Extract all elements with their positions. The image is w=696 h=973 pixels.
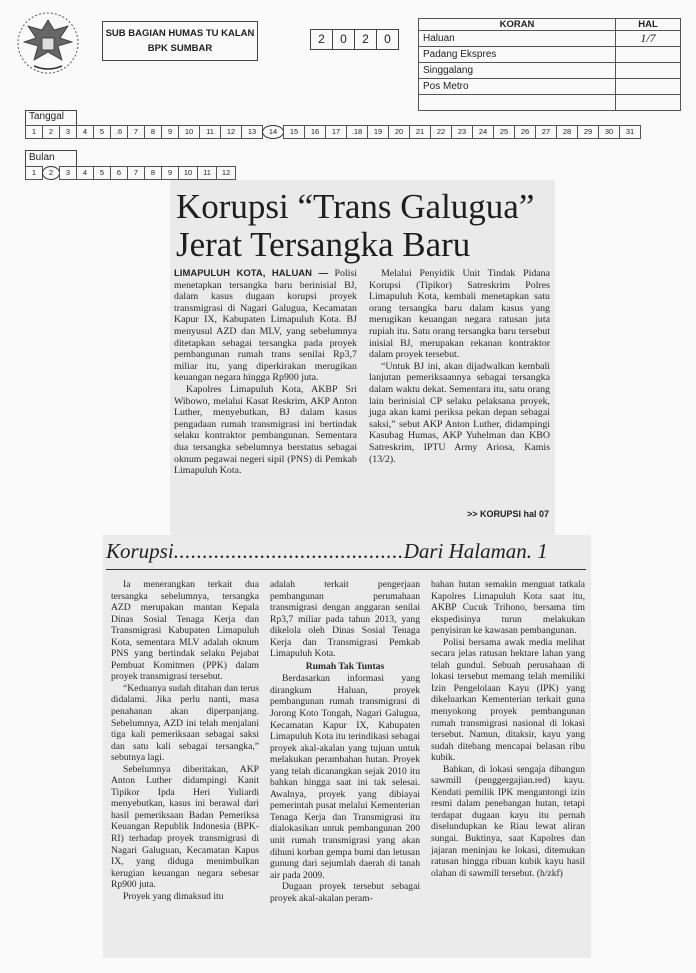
bulan-cell: 1	[25, 166, 43, 180]
tanggal-cell: 17	[325, 125, 347, 139]
bulan-cell: 3	[59, 166, 77, 180]
paragraph: “Keduanya sudah ditahan dan terus didalami. Jika perlu nanti, masa penahanan akan diperpanjang. Sebelumnya, AZD ini telah menjalani tiga kali pemeriksaan sebagai saksi dan satu kali sebagai tersangka,” sebutnya lagi.	[111, 682, 259, 764]
tanggal-cell: 9	[161, 125, 179, 139]
headline-line-2: Jerat Tersangka Baru	[176, 225, 471, 264]
page-number: 1/7	[616, 31, 681, 47]
paragraph: Berdasarkan informasi yang dirangkum Haluan, proyek pembangunan rumah transmigrasi di Jorong Koto Tongah, Nagari Galugua, Kecamatan Kapur IX, Kabupaten Limapuluh Kota itu terindikasi sebagai proyek akal-akalan yang tujuan untuk melakukan perambahan hutan. Proyek yang telah dicanangkan sejak 2010 itu bahkan hingga saat ini tak selesai. Awalnya, proyek yang dibiayai pemerintah pusat melalui Kementerian Tenaga Kerja dan Transmigrasi itu dialokasikan untuk pembangunan 200 unit rumah transmigrasi yang akan dihuni korban gempa bumi dan letusan gunung dari sejumlah daerah di tanah air pada 2009.	[270, 673, 420, 881]
tanggal-cell: 25	[493, 125, 515, 139]
bulan-cell: 11	[197, 166, 217, 180]
year-digit: 0	[376, 29, 399, 50]
banner-right: Dari Halaman. 1	[403, 539, 548, 563]
tanggal-cell: 5	[93, 125, 111, 139]
tanggal-cell: 8	[144, 125, 162, 139]
paragraph: Kapolres Limapuluh Kota, AKBP Sri Wibowo, melalui Kasat Reskrim, AKP Anton Luther, menyebutkan, BJ dalam kasus pengadaan rumah transmigrasi ini bertindak selaku kontraktor pembangunan. Sementara dua tersangka sebelumnya berstatus sebagai oknum pegawai negeri sipil (PNS) di Pemkab Limapuluh Kota.	[174, 383, 357, 477]
paragraph: Polisi menetapkan tersangka baru berinisial BJ, dalam kasus dugaan korupsi proyek transmigrasi di Nagari Galugua, Kecamatan Kapur IX, Kabupaten Limapuluh Kota. BJ menyusul AZD dan MLV, yang sebelumnya ditetapkan sebagai tersangka pada proyek pembangunan rumah trans senilai Rp3,7 miliar itu, yang diperkirakan merugikan keuangan negara hingga Rp900 juta.	[174, 268, 358, 384]
newspaper-table	[418, 18, 681, 111]
paragraph: “Untuk BJ ini, akan dijadwalkan kembali lanjutan pemeriksaannya sebagai tersangka dalam waktu dekat. Sementara itu, satu orang lain berinisial CP selaku pelaksana proyek, juga akan kami periksa pekan depan sebagai saksi,” sebut AKP Anton Luther, didampingi Kasubag Humas, AKP Yuhelman dan KBO Satreskrim, IPTU Army Ariosa, Kamis (13/2).	[369, 360, 550, 465]
subheading: Rumah Tak Tuntas	[305, 660, 385, 672]
year-digit: 2	[310, 29, 333, 50]
year-digit: 2	[354, 29, 377, 50]
page-number	[616, 95, 681, 111]
tanggal-cell: 28	[556, 125, 578, 139]
continuation-clipping	[103, 535, 591, 958]
tanggal-cell: 15	[283, 125, 305, 139]
tanggal-cell: 7	[127, 125, 145, 139]
year-digit: 0	[332, 29, 355, 50]
paragraph: Polisi bersama awak media melihat secara jelas ratusan hektare lahan yang telah gundul. Sebuah perusahaan di lokasi tersebut memang telah memiliki Izin Pengelolaan Kayu (IPK) yang dikeluarkan Kementerian terkait guna menyokong proyek pembangunan rumah transmigrasi nasional di lokasi tersebut. Namun, ditaksir, kayu yang sudah ditebang mencapai belasan ribu kubik.	[431, 636, 585, 764]
tanggal-cell: 4	[76, 125, 94, 139]
tanggal-cell: 14	[262, 125, 284, 139]
tanggal-cell: 31	[619, 125, 641, 139]
bulan-cell: 10	[178, 166, 198, 180]
newspaper-name: Pos Metro	[419, 79, 616, 95]
banner-dots: ........................................	[173, 539, 404, 563]
continued-label: >> KORUPSI hal 07	[467, 509, 550, 519]
tanggal-cell: 30	[598, 125, 620, 139]
paragraph: Bahkan, di lokasi sengaja dibangun sawmill (penggergajian.red) kayu. Kendati pemilik IPK mengantongi izin resmi dalam penebangan hutan, tetapi terdapat dugaan kayu itu pernah diselundupkan ke Riau lewat aliran sungai. Buktinya, saat Kapolres dan jajaran meninjau ke lokasi, ditemukan ratusan hingga ribuan kubik kayu hasil olahan di sawmill tersebut. (h/zkf)	[431, 763, 585, 879]
article-column-1	[174, 268, 357, 477]
newspaper-name: Haluan	[419, 31, 616, 47]
paragraph: adalah terkait pengerjaan pembangunan perumahaan transmigrasi dengan anggaran senilai Rp3,7 miliar pada tahun 2013, yang dikelola oleh Dinas Sosial Tenaga Kerja dan Transmigrasi Pemkab Limapuluh Kota.	[270, 579, 420, 660]
department-label	[102, 21, 258, 61]
paragraph: bahan hutan semakin menguat tatkala Kapolres Limapuluh Kota saat itu, AKBP Cucuk Trihono, bersama tim ekspedisinya turun melakukan penyisiran ke kawasan pembangunan.	[431, 579, 585, 637]
tanggal-cell: 16	[304, 125, 326, 139]
page-number	[616, 79, 681, 95]
tanggal-cell: 13	[241, 125, 263, 139]
tanggal-cell: 26	[514, 125, 536, 139]
continuation-column-1	[111, 579, 259, 902]
tanggal-cell: 29	[577, 125, 599, 139]
tanggal-cell: 10	[178, 125, 200, 139]
paragraph: Dugaan proyek tersebut sebagai proyek akal-akalan peram-	[270, 881, 420, 904]
tanggal-cell: 24	[472, 125, 494, 139]
dept-line-1: SUB BAGIAN HUMAS TU KALAN	[105, 28, 255, 39]
tanggal-cell: 11	[199, 125, 221, 139]
tanggal-cell: 12	[220, 125, 242, 139]
tanggal-cell: .6	[110, 125, 128, 139]
bulan-cell: 2	[42, 166, 60, 180]
newspaper-name	[419, 95, 616, 111]
bulan-cell: 6	[110, 166, 128, 180]
bulan-cell: 8	[144, 166, 162, 180]
continuation-column-3	[431, 579, 585, 879]
tanggal-cell: 19	[367, 125, 389, 139]
headline-line-1: Korupsi “Trans Galugua”	[176, 187, 535, 226]
garuda-emblem-icon	[10, 8, 86, 78]
paragraph: Melalui Penyidik Unit Tindak Pidana Korupsi (Tipikor) Satreskrim Polres Limapuluh Kota, kembali menetapkan satu orang tersangka baru dalam kasus yang merugikan keuangan negara ratusan juta rupiah itu. Satu orang tersangka baru tersebut inisial BJ, merupakan rekanan kontraktor dalam proyek tersebut.	[369, 268, 550, 361]
bulan-cell: 5	[93, 166, 111, 180]
continuation-banner	[106, 539, 586, 570]
tanggal-cell: 3	[59, 125, 77, 139]
article-column-2	[369, 268, 550, 465]
dateline: LIMAPULUH KOTA, HALUAN —	[174, 268, 329, 279]
tanggal-cell: 27	[535, 125, 557, 139]
koran-header: KORAN	[419, 19, 616, 31]
tanggal-cell: .18	[346, 125, 368, 139]
year-boxes	[310, 29, 398, 50]
tanggal-cell: 1	[25, 125, 43, 139]
bulan-cell: 12	[216, 166, 236, 180]
page-number	[616, 47, 681, 63]
article-clipping	[170, 180, 555, 535]
tanggal-cell: 2	[42, 125, 60, 139]
tanggal-label: Tanggal	[25, 110, 77, 125]
tanggal-cell: 20	[388, 125, 410, 139]
tanggal-strip	[25, 125, 640, 139]
bulan-cell: 4	[76, 166, 94, 180]
bulan-label: Bulan	[25, 150, 77, 166]
paragraph: Sebelumnya diberitakan, AKP Anton Luther didampingi Kanit Tipikor Ipda Heri Yuliardi menyebutkan, kasus ini berawal dari hasil pemeriksaan Badan Pemeriksa Keuangan Republik Indonesia (BPK-RI) terhadap proyek transmigrasi di Nagari Galuguan, Kecamatan Kapus IX, yang diduga menimbulkan kerugian keuangan negara sebesar Rp900 juta.	[111, 763, 259, 891]
bulan-cell: 7	[127, 166, 145, 180]
newspaper-name: Singgalang	[419, 63, 616, 79]
banner-left: Korupsi	[106, 539, 174, 563]
paragraph: Proyek yang dimaksud itu	[123, 890, 224, 902]
bulan-strip	[25, 166, 235, 180]
tanggal-cell: 21	[409, 125, 431, 139]
page-number	[616, 63, 681, 79]
continuation-column-2	[270, 579, 420, 904]
hal-header: HAL	[616, 19, 681, 31]
tanggal-cell: 23	[451, 125, 473, 139]
newspaper-name: Padang Ekspres	[419, 47, 616, 63]
tanggal-cell: 22	[430, 125, 452, 139]
dept-line-2: BPK SUMBAR	[147, 43, 213, 54]
paragraph: Ia menerangkan terkait dua tersangka sebelumnya, tersangka AZD merupakan mantan Kepala Dinas Sosial Tenaga Kerja dan Transmigrasi Kabupaten Limapuluh Kota, sementara MLV adalah oknum PNS yang bertindak selaku Pejabat Pembuat Komitmen (PPK) dalam proyek transmigrasi tersebut.	[111, 579, 259, 683]
bulan-cell: 9	[161, 166, 179, 180]
